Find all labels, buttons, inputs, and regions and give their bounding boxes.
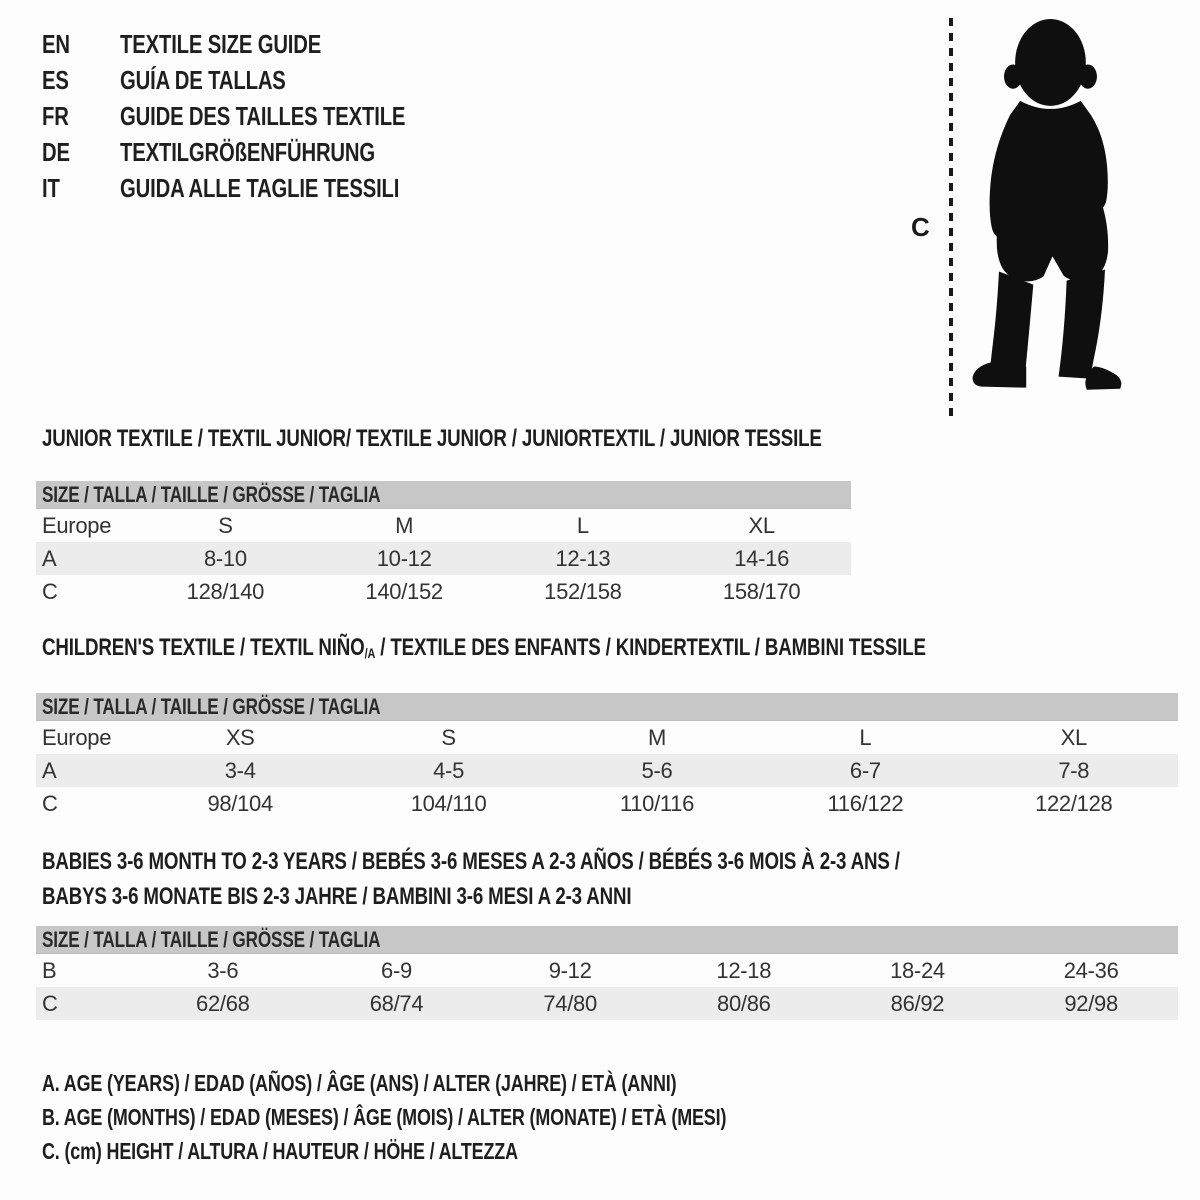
table-row <box>36 575 851 608</box>
size-cell: L <box>859 724 872 750</box>
measurement-legend <box>42 1066 919 1168</box>
language-label: GUÍA DE TALLAS <box>120 64 286 95</box>
babies-size-table <box>36 954 1178 1020</box>
language-label: GUIDE DES TAILLES TEXTILE <box>120 100 406 131</box>
section-junior-textile <box>36 427 851 608</box>
size-cell: 12-18 <box>716 957 772 983</box>
size-header-band: SIZE / TALLA / TAILLE / GRÖSSE / TAGLIA <box>36 481 851 509</box>
row-label-cell: C <box>42 790 58 816</box>
section-title: BABIES 3-6 MONTH TO 2-3 YEARS / BEBÉS 3-6 MESES A 2-3 AÑOS / BÉBÉS 3-6 MOIS À 2-3 ANS / BABYS 3-6 MONATE BIS 2-3 JAHRE / BAMBINI 3-6 MESI A 2-3 ANNI <box>42 848 900 910</box>
language-label: TEXTILE SIZE GUIDE <box>120 28 322 59</box>
section-title: JUNIOR TEXTILE / TEXTIL JUNIOR/ TEXTILE JUNIOR / JUNIORTEXTIL / JUNIOR TESSILE <box>42 425 822 452</box>
table-row <box>36 987 1178 1020</box>
row-label-cell: B <box>42 957 57 983</box>
language-row <box>42 134 486 170</box>
row-label-cell: A <box>36 542 136 575</box>
size-cell: S <box>441 724 456 750</box>
size-cell: 110/116 <box>619 790 695 816</box>
children-size-table <box>36 721 1178 820</box>
row-label-cell: C <box>36 987 136 1020</box>
size-cell: 104/110 <box>410 790 487 816</box>
size-cell: 86/92 <box>831 987 1005 1020</box>
size-cell: 5-6 <box>553 754 761 787</box>
size-cell: 9-12 <box>548 957 592 983</box>
table-row <box>36 754 1178 787</box>
size-cell: 4-5 <box>344 754 552 787</box>
section-babies-textile <box>36 844 1178 1020</box>
size-header-band: SIZE / TALLA / TAILLE / GRÖSSE / TAGLIA <box>36 693 1178 721</box>
size-cell: 92/98 <box>1004 987 1178 1020</box>
size-cell: M <box>647 724 666 750</box>
size-cell: XL <box>1060 724 1087 750</box>
junior-size-table <box>36 509 851 608</box>
language-row <box>42 62 486 98</box>
size-cell: 18-24 <box>890 957 945 983</box>
language-list <box>42 26 486 206</box>
size-cell: 116/122 <box>827 790 904 816</box>
size-cell: L <box>576 512 589 538</box>
height-label-c: C <box>911 212 930 242</box>
size-cell: 12-13 <box>494 542 673 575</box>
row-label-cell: Europe <box>42 724 112 750</box>
nino-a-subscript: /A <box>364 645 376 661</box>
table-row <box>36 954 1178 987</box>
size-cell: 62/68 <box>136 987 310 1020</box>
size-cell: M <box>395 512 414 538</box>
language-code: FR <box>42 100 69 131</box>
height-measure-figure <box>905 16 1153 420</box>
table-row <box>36 787 1178 820</box>
size-cell: 80/86 <box>657 987 831 1020</box>
size-cell: 7-8 <box>970 754 1178 787</box>
language-code: ES <box>42 64 69 95</box>
row-label-cell: C <box>42 578 58 604</box>
row-label-cell: Europe <box>42 512 112 538</box>
size-cell: 14-16 <box>672 542 851 575</box>
legend-line-b: B. AGE (MONTHS) / EDAD (MESES) / ÂGE (MOIS) / ALTER (MONATE) / ETÀ (MESI) <box>42 1104 727 1130</box>
language-row <box>42 170 486 206</box>
legend-line-a: A. AGE (YEARS) / EDAD (AÑOS) / ÂGE (ANS) / ALTER (JAHRE) / ETÀ (ANNI) <box>42 1070 677 1096</box>
language-row <box>42 98 486 134</box>
section-childrens-textile <box>36 636 1178 820</box>
legend-line-c: C. (cm) HEIGHT / ALTURA / HAUTEUR / HÖHE / ALTEZZA <box>42 1138 518 1164</box>
size-cell: 68/74 <box>310 987 484 1020</box>
language-label: TEXTILGRÖßENFÜHRUNG <box>120 136 376 167</box>
size-cell: 152/158 <box>544 578 622 604</box>
size-cell: 6-9 <box>381 957 412 983</box>
size-cell: S <box>218 512 233 538</box>
size-cell: XS <box>225 724 255 750</box>
size-cell: 24-36 <box>1063 957 1119 983</box>
size-cell: 10-12 <box>315 542 494 575</box>
size-cell: XL <box>748 512 775 538</box>
size-cell: 3-4 <box>136 754 344 787</box>
section-title: CHILDREN'S TEXTILE / TEXTIL NIÑO/A / TEXTILE DES ENFANTS / KINDERTEXTIL / BAMBINI TESSILE <box>42 634 926 661</box>
size-cell: 158/170 <box>722 578 801 604</box>
table-row <box>36 509 851 542</box>
language-code: EN <box>42 28 70 59</box>
size-cell: 6-7 <box>761 754 969 787</box>
table-row <box>36 721 1178 754</box>
size-header-band: SIZE / TALLA / TAILLE / GRÖSSE / TAGLIA <box>36 926 1178 954</box>
language-code: DE <box>42 136 70 167</box>
language-label: GUIDA ALLE TAGLIE TESSILI <box>120 172 400 203</box>
size-cell: 8-10 <box>136 542 315 575</box>
size-cell: 122/128 <box>1035 790 1113 816</box>
size-cell: 3-6 <box>207 957 239 983</box>
language-code: IT <box>42 172 60 203</box>
size-cell: 128/140 <box>186 578 265 604</box>
baby-silhouette-icon <box>966 16 1141 420</box>
size-cell: 140/152 <box>365 578 443 604</box>
size-cell: 74/80 <box>483 987 657 1020</box>
row-label-cell: A <box>36 754 136 787</box>
height-dashed-line <box>949 18 953 418</box>
language-row <box>42 26 486 62</box>
size-cell: 98/104 <box>207 790 273 816</box>
table-row <box>36 542 851 575</box>
